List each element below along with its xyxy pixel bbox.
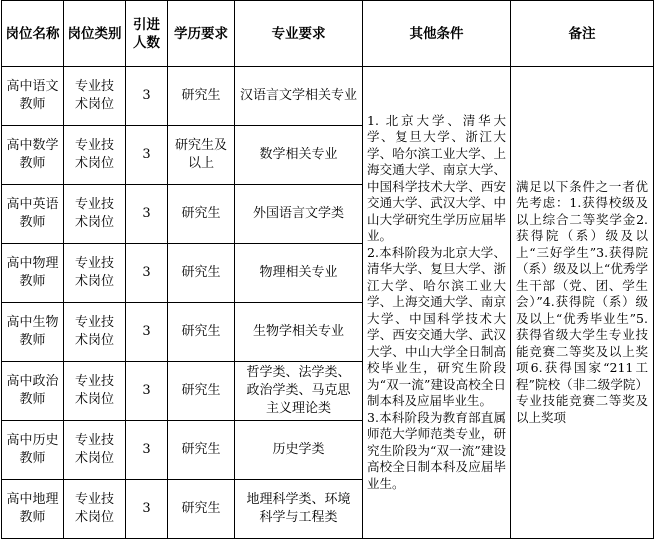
position-category: 专业技术岗位 xyxy=(64,480,126,539)
condition-item: 2.本科阶段为北京大学、清华大学、复旦大学、浙江大学、哈尔滨工业大学、上海交通大学、南京大学、中国科学技术大学、西安交通大学、武汉大学、中山大学全日制高校毕业生，研究生阶段为“双一流”建设高校全日制本科及应届毕业生。 xyxy=(367,244,506,409)
hire-count: 3 xyxy=(126,480,168,539)
hire-count: 3 xyxy=(126,126,168,185)
table-header-row xyxy=(2,1,654,67)
major-requirement: 物理相关专业 xyxy=(235,244,363,303)
header-remarks: 备注 xyxy=(511,1,654,67)
position-category: 专业技术岗位 xyxy=(64,67,126,126)
education-requirement: 研究生及以上 xyxy=(168,126,235,185)
other-conditions xyxy=(363,67,511,539)
recruitment-table xyxy=(1,0,654,539)
education-requirement: 研究生 xyxy=(168,303,235,362)
position-name: 高中历史教师 xyxy=(2,421,64,480)
condition-item: 1. 北京大学、清华大学、复旦大学、浙江大学、哈尔滨工业大学、上海交通大学、南京大学、中国科学技术大学、西安交通大学、武汉大学、中山大学研究生学历应届毕业。 xyxy=(367,112,506,244)
position-category: 专业技术岗位 xyxy=(64,185,126,244)
education-requirement: 研究生 xyxy=(168,421,235,480)
header-position-category: 岗位类别 xyxy=(64,1,126,67)
table-row xyxy=(2,67,654,126)
header-major: 专业要求 xyxy=(235,1,363,67)
major-requirement: 哲学类、法学类、政治学类、马克思主义理论类 xyxy=(235,362,363,421)
major-requirement: 生物学相关专业 xyxy=(235,303,363,362)
condition-item: 3.本科阶段为教育部直属师范大学师范类专业，研究生阶段为“双一流”建设高校全日制本科及应届毕业生。 xyxy=(367,409,506,491)
position-name: 高中地理教师 xyxy=(2,480,64,539)
position-name: 高中数学教师 xyxy=(2,126,64,185)
education-requirement: 研究生 xyxy=(168,67,235,126)
position-name: 高中政治教师 xyxy=(2,362,64,421)
position-category: 专业技术岗位 xyxy=(64,421,126,480)
major-requirement: 数学相关专业 xyxy=(235,126,363,185)
education-requirement: 研究生 xyxy=(168,480,235,539)
major-requirement: 历史学类 xyxy=(235,421,363,480)
position-name: 高中语文教师 xyxy=(2,67,64,126)
position-name: 高中物理教师 xyxy=(2,244,64,303)
position-name: 高中英语教师 xyxy=(2,185,64,244)
position-category: 专业技术岗位 xyxy=(64,244,126,303)
position-name: 高中生物教师 xyxy=(2,303,64,362)
position-category: 专业技术岗位 xyxy=(64,303,126,362)
position-category: 专业技术岗位 xyxy=(64,126,126,185)
major-requirement: 外国语言文学类 xyxy=(235,185,363,244)
education-requirement: 研究生 xyxy=(168,244,235,303)
education-requirement: 研究生 xyxy=(168,362,235,421)
header-count: 引进人数 xyxy=(126,1,168,67)
hire-count: 3 xyxy=(126,362,168,421)
major-requirement: 地理科学类、环境科学与工程类 xyxy=(235,480,363,539)
hire-count: 3 xyxy=(126,244,168,303)
hire-count: 3 xyxy=(126,421,168,480)
major-requirement: 汉语言文学相关专业 xyxy=(235,67,363,126)
hire-count: 3 xyxy=(126,185,168,244)
remarks: 满足以下条件之一者优先考虑：1.获得校级及以上综合二等奖学金2.获得院（系）级及以上“三好学生”3.获得院（系）级及以上“优秀学生干部（党、团、学生会）”4.获得院（系）级及以上“优秀毕业生”5.获得省级大学生专业技能竞赛二等奖及以上奖项6.获得国家“211工程”院校（非二级学院）专业技能竞赛二等奖及以上奖项 xyxy=(511,67,654,539)
position-category: 专业技术岗位 xyxy=(64,362,126,421)
hire-count: 3 xyxy=(126,303,168,362)
hire-count: 3 xyxy=(126,67,168,126)
education-requirement: 研究生 xyxy=(168,185,235,244)
header-position-name: 岗位名称 xyxy=(2,1,64,67)
header-other-conditions: 其他条件 xyxy=(363,1,511,67)
header-education: 学历要求 xyxy=(168,1,235,67)
